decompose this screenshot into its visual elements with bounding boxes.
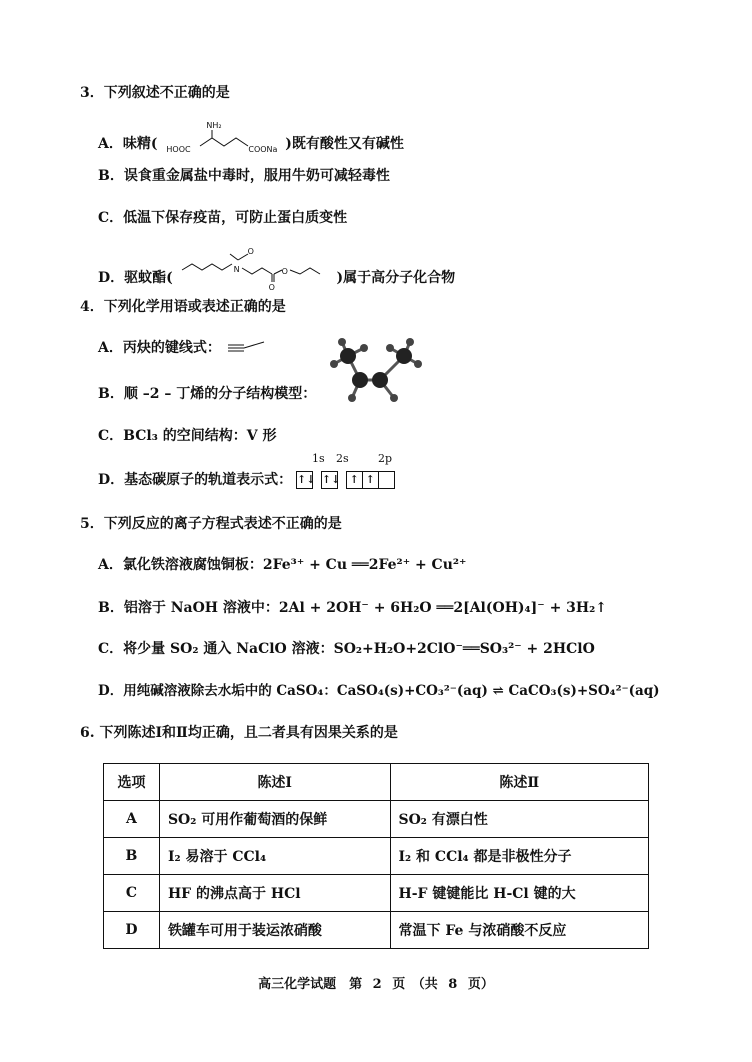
deet-n-label: N — [233, 265, 240, 274]
orbital-label-1s: 1s — [312, 452, 325, 465]
table-header-cell: 陈述Ⅰ — [159, 764, 390, 801]
table-cell: A — [104, 801, 160, 838]
q5-option-d: D．用纯碱溶液除去水垢中的 CaSO₄：CaSO₄(s)+CO₃²⁻(aq) ⇌ CaCO₃(s)+SO₄²⁻(aq) — [98, 683, 660, 699]
q3-option-c: C．低温下保存疫苗，可防止蛋白质变性 — [98, 210, 348, 226]
msg-coona-label: COONa — [248, 145, 278, 154]
table-cell: 铁罐车可用于装运浓硝酸 — [159, 912, 390, 949]
q4-d-text: D．基态碳原子的轨道表示式： — [98, 472, 293, 488]
orbital-box-2p-1: ↑ — [346, 471, 363, 489]
q3-stem: 3．下列叙述不正确的是 — [80, 85, 230, 101]
q3-a-suffix: )既有酸性又有碱性 — [285, 136, 404, 152]
q4-option-a — [98, 338, 268, 358]
orbital-1s — [297, 470, 316, 490]
deet-structure-svg — [178, 252, 332, 292]
deet-o-ester-label: O — [281, 267, 288, 276]
q3-option-d — [98, 247, 456, 292]
q3-d-suffix: )属于高分子化合物 — [336, 270, 456, 286]
orbital-2p — [347, 470, 395, 490]
table-cell: B — [104, 838, 160, 875]
table-cell: SO₂ 可用作葡萄酒的保鲜 — [159, 801, 390, 838]
orbital-label-2s: 2s — [336, 452, 349, 465]
q4-a-text: A．丙炔的键线式： — [98, 340, 221, 356]
deet-o-bottom-label: O — [268, 283, 275, 292]
q5-option-a: A．氯化铁溶液腐蚀铜板：2Fe³⁺ + Cu ══2Fe²⁺ + Cu²⁺ — [98, 557, 467, 573]
orbital-label-2p: 2p — [378, 452, 393, 465]
table-cell: 常温下 Fe 与浓硝酸不反应 — [390, 912, 649, 949]
propyne-skeletal-icon — [226, 340, 268, 356]
page-footer: 高三化学试题 第 2 页 （共 8 页） — [258, 977, 494, 992]
table-cell: I₂ 易溶于 CCl₄ — [159, 838, 390, 875]
q4-option-b: B．顺 –2 – 丁烯的分子结构模型： — [98, 386, 317, 402]
q5-stem: 5．下列反应的离子方程式表述不正确的是 — [80, 516, 342, 532]
table-header-cell: 选项 — [104, 764, 160, 801]
q3-option-a — [98, 121, 404, 154]
table-cell: H-F 键键能比 H-Cl 键的大 — [390, 875, 649, 912]
cis-2-butene-model-icon — [322, 336, 424, 408]
table-cell: HF 的沸点高于 HCl — [159, 875, 390, 912]
q4-stem: 4．下列化学用语或表述正确的是 — [80, 299, 286, 315]
table-row — [104, 912, 649, 949]
table-cell: I₂ 和 CCl₄ 都是非极性分子 — [390, 838, 649, 875]
q5-option-c: C．将少量 SO₂ 通入 NaClO 溶液：SO₂+H₂O+2ClO⁻══SO₃²⁻ + 2HClO — [98, 641, 595, 657]
orbital-box-2p-3 — [378, 471, 395, 489]
q3-option-b: B．误食重金属盐中毒时，服用牛奶可减轻毒性 — [98, 168, 390, 184]
orbital-2s — [321, 470, 341, 490]
deet-structure — [178, 247, 332, 292]
orbital-box-2s: ↑↓ — [321, 471, 338, 489]
table-header-cell: 陈述Ⅱ — [390, 764, 649, 801]
q6-stem: 6. 下列陈述Ⅰ和Ⅱ均正确，且二者具有因果关系的是 — [80, 725, 398, 741]
table-row — [104, 838, 649, 875]
table-cell: C — [104, 875, 160, 912]
q6-table — [103, 763, 649, 949]
table-cell: SO₂ 有漂白性 — [390, 801, 649, 838]
msg-hooc-label: HOOC — [166, 145, 191, 154]
q5-option-b: B．铝溶于 NaOH 溶液中：2Al + 2OH⁻ + 6H₂O ══2[Al(OH)₄]⁻ + 3H₂↑ — [98, 600, 608, 616]
msg-nh2-label: NH₂ — [206, 121, 222, 130]
orbital-box-2p-2: ↑ — [362, 471, 379, 489]
table-cell: D — [104, 912, 160, 949]
msg-structure — [162, 121, 280, 154]
q3-a-prefix: A．味精( — [98, 136, 158, 152]
deet-o-top-label: O — [247, 247, 254, 256]
table-row — [104, 801, 649, 838]
q4-option-d — [98, 470, 399, 490]
q3-d-prefix: D．驱蚊酯( — [98, 270, 173, 286]
table-row — [104, 875, 649, 912]
orbital-box-1s: ↑↓ — [296, 471, 313, 489]
table-header-row — [104, 764, 649, 801]
q4-option-c: C．BCl₃ 的空间结构：V 形 — [98, 428, 277, 444]
